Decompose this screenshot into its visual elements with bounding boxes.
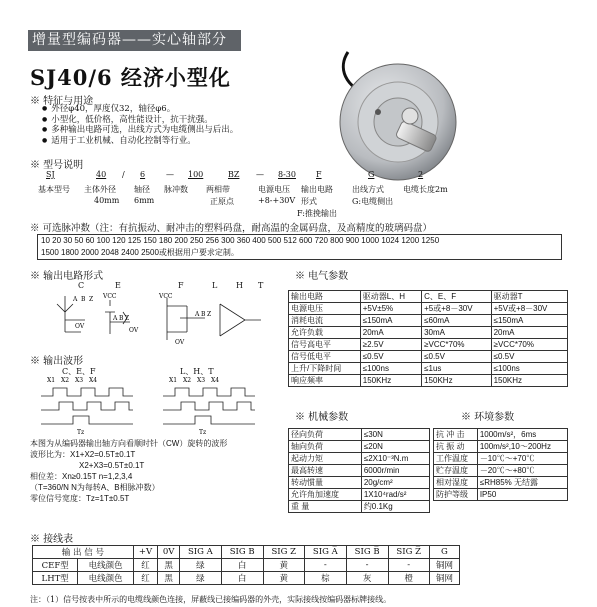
model-code: — [256, 170, 264, 179]
electrical-cell: ≤100ns [360, 363, 421, 375]
wiring-heading: ※ 接线表 [30, 534, 74, 545]
electrical-cell: ≤150mA [360, 315, 421, 327]
electrical-cell: ≤0.5V [422, 351, 491, 363]
mechanical-row [289, 429, 430, 441]
electrical-cell: ≤100ns [491, 363, 567, 375]
wave-tick: X2 [61, 377, 70, 384]
wiring-header-cell: SIG B [221, 546, 263, 559]
model-code: — [166, 170, 174, 179]
wave-desc-line: X2+X3=0.5T±0.1T [79, 461, 145, 470]
wiring-row [33, 559, 460, 572]
pulse-line: 10 20 30 50 60 100 120 125 150 180 200 250 256 300 360 400 500 512 600 720 800 900 1000 1024 1200 1250 [41, 236, 440, 245]
electrical-cell: 150KHz [422, 375, 491, 387]
environment-row [434, 453, 568, 465]
electrical-cell: C、E、F [422, 291, 491, 303]
mechanical-cell: 约0.1Kg [361, 501, 429, 513]
electrical-cell: 电源电压 [289, 303, 361, 315]
circuit-text: Z [89, 296, 94, 303]
wiring-cell: 黄 [263, 559, 304, 572]
wiring-header-cell: SIG Z [263, 546, 304, 559]
mechanical-row [289, 501, 430, 513]
environment-table [433, 428, 568, 501]
wiring-header-cell: G [429, 546, 459, 559]
circuit-text: Z [207, 311, 212, 318]
mechanical-row [289, 441, 430, 453]
electrical-row [289, 351, 568, 363]
circuit-diagrams [35, 292, 285, 348]
model-code: BZ [228, 170, 240, 179]
model-label: 电源电压 [258, 185, 290, 194]
wave-tick: X2 [183, 377, 192, 384]
wiring-header-cell: SIG A̅ [304, 546, 346, 559]
circuit-text: VCC [103, 293, 117, 300]
wiring-cell: CEF型 [33, 559, 78, 572]
electrical-row [289, 327, 568, 339]
mechanical-cell: 起动力矩 [289, 453, 362, 465]
electrical-cell: ≥VCC*70% [422, 339, 491, 351]
electrical-cell: 30mA [422, 327, 491, 339]
mechanical-heading: ※ 机械参数 [295, 412, 349, 423]
mechanical-cell: 1X10⁴rad/s² [361, 489, 429, 501]
mechanical-cell: 重 量 [289, 501, 362, 513]
wiring-header-cell: +V [133, 546, 157, 559]
wiring-cell: 铜网 [429, 559, 459, 572]
wiring-cell: 电线颜色 [78, 572, 134, 585]
environment-row [434, 477, 568, 489]
circuit-label-t: T [258, 281, 264, 290]
electrical-cell: ≤0.5V [360, 351, 421, 363]
model-code: 40 [96, 170, 107, 179]
wave-tz: Tz [199, 429, 207, 436]
environment-row [434, 489, 568, 501]
environment-heading: ※ 环境参数 [461, 412, 515, 423]
wave-desc-line: （T=360/N N为每转A、B相脉冲数） [30, 483, 160, 492]
electrical-cell: ≥2.5V [360, 339, 421, 351]
model-sub: 形式 [301, 197, 317, 206]
wiring-header-cell: SIG B̅ [346, 546, 388, 559]
wave-label-left: C、E、F [62, 367, 96, 376]
electrical-row [289, 363, 568, 375]
environment-cell: 抗 冲 击 [434, 429, 478, 441]
model-note: F:推挽输出 [297, 209, 337, 218]
electrical-cell: +5或+8－30V [422, 303, 491, 315]
electrical-row [289, 375, 568, 387]
environment-row [434, 441, 568, 453]
wave-tick: X4 [211, 377, 220, 384]
electrical-cell: 上升/下降时间 [289, 363, 361, 375]
wiring-cell: 棕 [304, 572, 346, 585]
electrical-cell: 驱动器T [491, 291, 567, 303]
electrical-row [289, 315, 568, 327]
wiring-cell: 黄 [263, 572, 304, 585]
wave-label-right: L、H、T [180, 367, 214, 376]
section-banner: 增量型编码器——实心轴部分 [28, 30, 241, 51]
feature-item: ● 小型化，低价格，高性能设计，抗干扰强。 [42, 115, 238, 126]
mechanical-cell: 最高转速 [289, 465, 362, 477]
wiring-cell: LHT型 [33, 572, 78, 585]
electrical-cell: +5V或+8－30V [491, 303, 567, 315]
model-label: 基本型号 [38, 185, 70, 194]
wiring-cell: 铜网 [429, 572, 459, 585]
electrical-row [289, 339, 568, 351]
environment-cell: IP50 [477, 489, 567, 501]
environment-cell: 相对湿度 [434, 477, 478, 489]
pulse-line: 1500 1800 2000 2048 2400 2500或根据用户要求定制。 [41, 248, 239, 257]
model-sub: +8-+30V [258, 196, 296, 205]
wiring-cell: 红 [133, 559, 157, 572]
mechanical-cell: ≤2X10⁻³N.m [361, 453, 429, 465]
waveform-diagram [33, 376, 273, 436]
wiring-table [32, 545, 460, 585]
mechanical-row [289, 453, 430, 465]
model-code: 2 [418, 170, 424, 179]
model-label: 输出电路 [301, 185, 333, 194]
model-code: F [316, 170, 322, 179]
electrical-cell: ≤150mA [491, 315, 567, 327]
model-label: 两相带 [206, 185, 230, 194]
wiring-cell: 绿 [180, 559, 222, 572]
mechanical-cell: ≤30N [361, 429, 429, 441]
mechanical-cell: 径向负荷 [289, 429, 362, 441]
model-code: 100 [188, 170, 204, 179]
model-code: 6 [140, 170, 146, 179]
wave-desc-line: 相位差：Xn≥0.15T n=1,2,3,4 [30, 472, 133, 481]
wave-tick: X3 [197, 377, 206, 384]
wave-desc-line: 本图为从编码器输出轴方向看顺时针（CW）旋转的波形 [30, 439, 228, 448]
wave-desc-line: 零位信号宽度：Tz=1T±0.5T [30, 494, 130, 503]
circuit-text: A [195, 311, 200, 318]
electrical-cell: 响应频率 [289, 375, 361, 387]
electrical-cell: +5V±5% [360, 303, 421, 315]
mechanical-cell: ≤20N [361, 441, 429, 453]
model-label: 主体外径 [84, 185, 116, 194]
wiring-cell: 红 [133, 572, 157, 585]
mechanical-table [288, 428, 430, 513]
wiring-cell: 黑 [158, 572, 180, 585]
model-label: 出线方式 [352, 185, 384, 194]
model-sub: G:电缆侧出 [352, 197, 394, 206]
circuit-text: OV [129, 327, 139, 334]
wiring-row [33, 572, 460, 585]
mechanical-cell: 允许角加速度 [289, 489, 362, 501]
wiring-cell: - [388, 559, 429, 572]
wave-desc-line: 波形比为：X1+X2=0.5T±0.1T [30, 450, 136, 459]
electrical-heading: ※ 电气参数 [295, 271, 349, 282]
circuit-text: OV [175, 339, 185, 346]
model-label: 轴径 [134, 185, 150, 194]
electrical-cell: 150KHz [360, 375, 421, 387]
environment-row [434, 465, 568, 477]
wiring-header-cell: 0V [158, 546, 180, 559]
electrical-cell: ≥VCC*70% [491, 339, 567, 351]
environment-cell: 工作温度 [434, 453, 478, 465]
environment-cell: 贮存温度 [434, 465, 478, 477]
environment-cell: 1000m/s²，6ms [477, 429, 567, 441]
feature-item: ● 外径φ40，厚度仅32，轴径φ6。 [42, 104, 238, 115]
wiring-cell: - [304, 559, 346, 572]
electrical-cell: ≤1us [422, 363, 491, 375]
circuit-text: OV [75, 323, 85, 330]
environment-cell: 抗 振 动 [434, 441, 478, 453]
feature-item: ● 适用于工业机械、自动化控制等行业。 [42, 136, 238, 147]
model-sub: 40mm [94, 196, 120, 205]
circuit-text: Z [125, 315, 130, 322]
model-code-section [0, 170, 597, 220]
mechanical-cell: 转动惯量 [289, 477, 362, 489]
circuit-text: VCC [159, 293, 173, 300]
feature-item: ● 多种输出电路可选，出线方式为电缆侧出与后出。 [42, 125, 238, 136]
electrical-cell: 20mA [491, 327, 567, 339]
features-heading: ※ 特征与用途 [30, 96, 94, 107]
mechanical-cell: 20g/cm² [361, 477, 429, 489]
electrical-cell: 消耗电流 [289, 315, 361, 327]
wiring-cell: 白 [221, 559, 263, 572]
mechanical-cell: 6000r/min [361, 465, 429, 477]
environment-row [434, 429, 568, 441]
electrical-cell: 驱动器L、H [360, 291, 421, 303]
electrical-cell: ≤60mA [422, 315, 491, 327]
wave-tick: X4 [89, 377, 98, 384]
electrical-cell: 信号低电平 [289, 351, 361, 363]
product-title: SJ40/6 经济小型化 [30, 65, 231, 90]
wiring-cell: - [346, 559, 388, 572]
mechanical-row [289, 477, 430, 489]
wiring-header-row [33, 546, 460, 559]
electrical-cell: 150KHz [491, 375, 567, 387]
wave-description [30, 438, 227, 504]
environment-cell: 防护等级 [434, 489, 478, 501]
wave-tick: X1 [169, 377, 178, 384]
model-heading: ※ 型号说明 [30, 160, 84, 171]
model-label: 脉冲数 [164, 185, 188, 194]
circuit-label-h: H [236, 281, 243, 290]
electrical-table [288, 290, 568, 387]
environment-cell: －20℃～+80℃ [477, 465, 567, 477]
circuit-text: A [73, 296, 78, 303]
electrical-cell: ≤0.5V [491, 351, 567, 363]
mechanical-row [289, 489, 430, 501]
circuit-label-e: E [115, 281, 121, 290]
wave-tick: X3 [75, 377, 84, 384]
environment-cell: 100m/s²,10～200Hz [477, 441, 567, 453]
circuit-text: B [81, 296, 86, 303]
electrical-cell: 允许负载 [289, 327, 361, 339]
model-sub: 正原点 [210, 197, 234, 206]
wave-tick: X1 [47, 377, 56, 384]
circuit-text: B [201, 311, 206, 318]
mechanical-row [289, 465, 430, 477]
model-label: 电缆长度2m [403, 185, 448, 194]
electrical-row [289, 291, 568, 303]
pulse-options-box [37, 234, 562, 260]
circuit-heading: ※ 输出电路形式 [30, 271, 104, 282]
model-code: SJ [46, 170, 55, 179]
features-list [42, 104, 238, 146]
electrical-cell: 信号高电平 [289, 339, 361, 351]
circuit-label-f: F [178, 281, 184, 290]
circuit-label-l: L [212, 281, 218, 290]
electrical-cell: 输出电路 [289, 291, 361, 303]
environment-cell: －10℃～+70℃ [477, 453, 567, 465]
environment-cell: ≤RH85% 无结露 [477, 477, 567, 489]
wiring-cell: 灰 [346, 572, 388, 585]
wiring-cell: 黑 [158, 559, 180, 572]
circuit-label-c: C [78, 281, 85, 290]
wiring-header-cell: SIG A [180, 546, 222, 559]
wiring-header-cell: 输 出 信 号 [33, 546, 134, 559]
wiring-header-cell: SIG Z̅ [388, 546, 429, 559]
wave-heading: ※ 输出波形 [30, 356, 84, 367]
electrical-cell: 20mA [360, 327, 421, 339]
electrical-row [289, 303, 568, 315]
wiring-cell: 绿 [180, 572, 222, 585]
footnote: 注：（1）信号按表中所示的电缆线颜色连接，屏蔽线已接编码器的外壳，实际接线按编码器标牌接线。 [30, 595, 392, 604]
mechanical-cell: 轴向负荷 [289, 441, 362, 453]
wave-tz: Tz [77, 429, 85, 436]
circuit-text: B [119, 315, 124, 322]
pulses-heading: ※ 可选脉冲数（注：有抗振动、耐冲击的塑料码盘，耐高温的金属码盘，及高精度的玻璃码盘） [30, 223, 433, 234]
model-code: G [368, 170, 375, 179]
model-code: / [122, 170, 125, 179]
wiring-cell: 电线颜色 [78, 559, 134, 572]
model-code: 8-30 [278, 170, 296, 179]
circuit-text: A [113, 315, 118, 322]
wiring-cell: 橙 [388, 572, 429, 585]
model-sub: 6mm [134, 196, 155, 205]
wiring-cell: 白 [221, 572, 263, 585]
